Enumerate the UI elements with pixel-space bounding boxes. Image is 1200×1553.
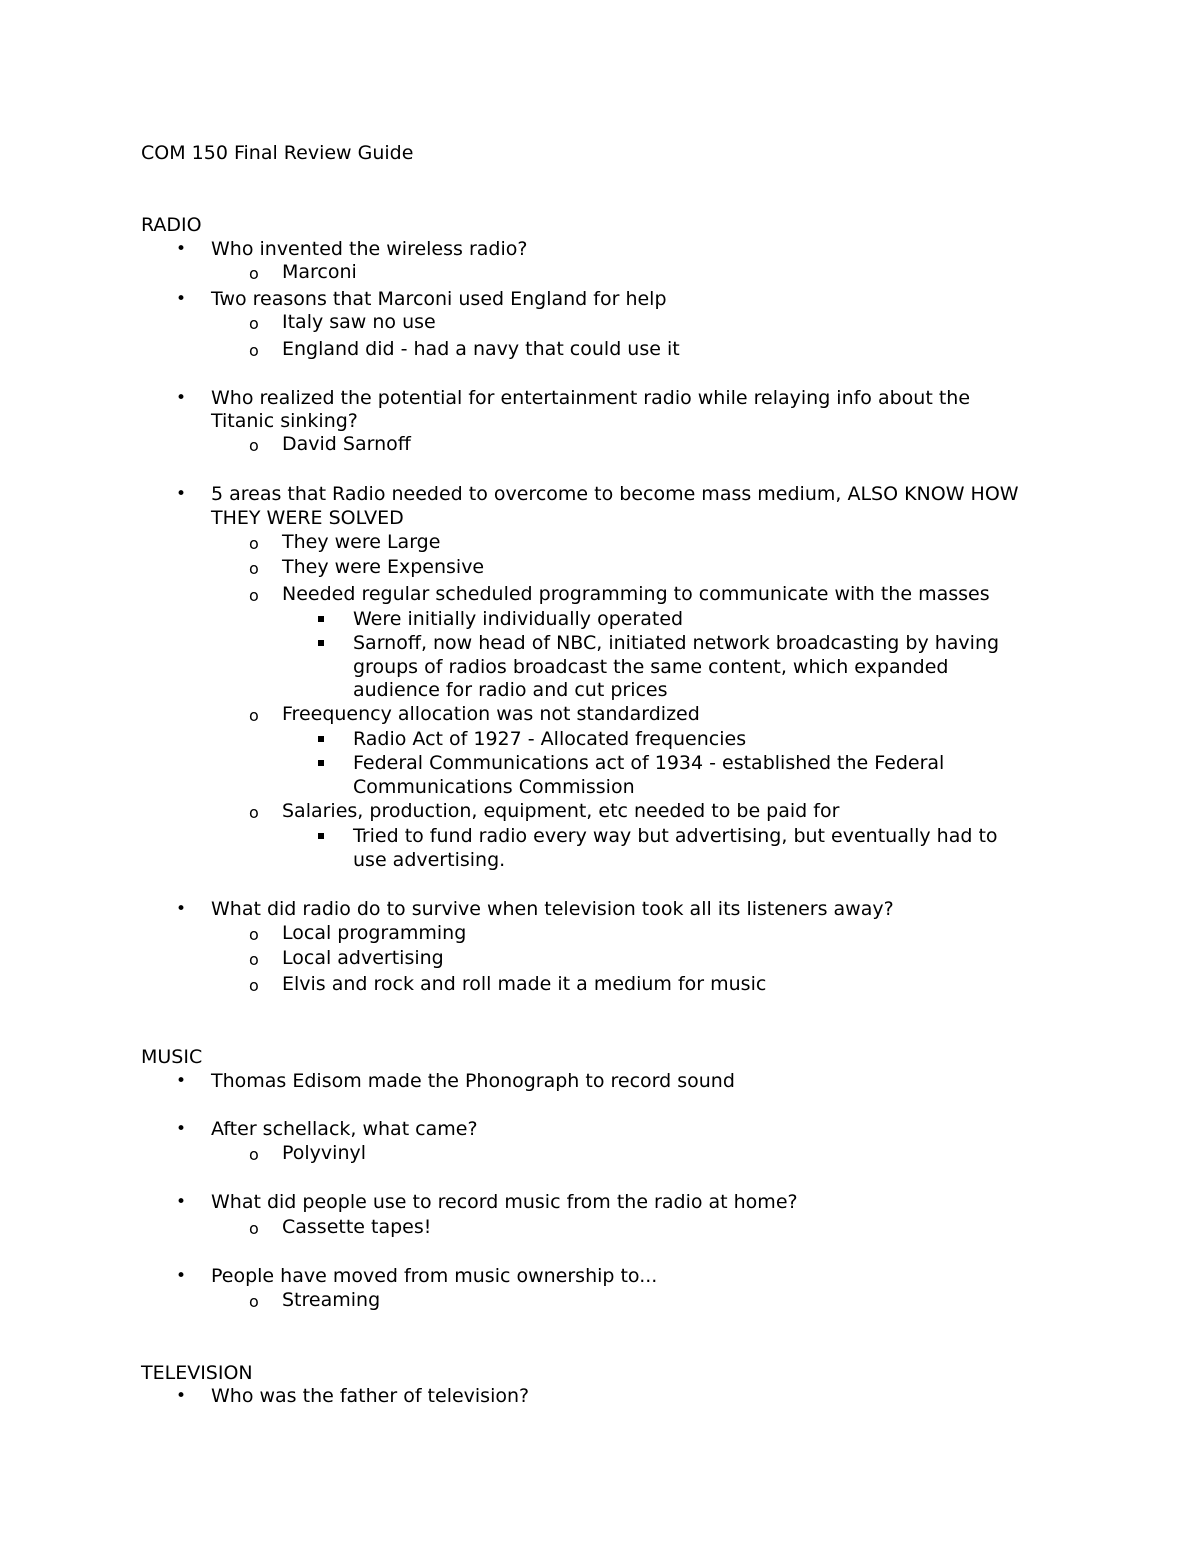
radio-answer-2b: England did - had a navy that could use it: [282, 338, 680, 360]
square-bullet-marker: [318, 640, 324, 646]
radio-answer-5c: Elvis and rock and roll made it a medium for music: [282, 973, 767, 995]
radio-answer-4d-detail-2-line2: Communications Commission: [353, 776, 635, 798]
sub-bullet-marker: o: [249, 1292, 259, 1311]
radio-question-5: What did radio do to survive when television took all its listeners away?: [211, 898, 894, 920]
bullet-marker: •: [176, 388, 187, 408]
radio-question-1: Who invented the wireless radio?: [211, 238, 528, 260]
television-question-1: Who was the father of television?: [211, 1385, 530, 1407]
sub-bullet-marker: o: [249, 534, 259, 553]
radio-question-4-line1: 5 areas that Radio needed to overcome to become mass medium, ALSO KNOW HOW: [211, 483, 1019, 505]
square-bullet-marker: [318, 760, 324, 766]
bullet-marker: •: [176, 1266, 187, 1286]
music-question-3: What did people use to record music from the radio at home?: [211, 1191, 798, 1213]
square-bullet-marker: [318, 833, 324, 839]
bullet-marker: •: [176, 1386, 187, 1406]
sub-bullet-marker: o: [249, 925, 259, 944]
radio-question-3-line2: Titanic sinking?: [211, 410, 358, 432]
sub-bullet-marker: o: [249, 559, 259, 578]
music-answer-3: Cassette tapes!: [282, 1216, 432, 1238]
radio-question-3-line1: Who realized the potential for entertainment radio while relaying info about the: [211, 387, 971, 409]
radio-question-2: Two reasons that Marconi used England for help: [211, 288, 667, 310]
radio-answer-4a: They were Large: [282, 531, 441, 553]
radio-answer-4c-detail-2-line2: groups of radios broadcast the same content, which expanded: [353, 656, 949, 678]
sub-bullet-marker: o: [249, 803, 259, 822]
music-answer-4: Streaming: [282, 1289, 381, 1311]
bullet-marker: •: [176, 1071, 187, 1091]
radio-answer-4c-detail-1: Were initially individually operated: [353, 608, 684, 630]
radio-answer-2a: Italy saw no use: [282, 311, 436, 333]
bullet-marker: •: [176, 1119, 187, 1139]
radio-answer-4d: Freequency allocation was not standardized: [282, 703, 700, 725]
sub-bullet-marker: o: [249, 1219, 259, 1238]
radio-answer-5b: Local advertising: [282, 947, 444, 969]
sub-bullet-marker: o: [249, 950, 259, 969]
sub-bullet-marker: o: [249, 264, 259, 283]
section-heading-radio: RADIO: [141, 214, 202, 236]
radio-answer-1: Marconi: [282, 261, 357, 283]
music-answer-2: Polyvinyl: [282, 1142, 367, 1164]
sub-bullet-marker: o: [249, 586, 259, 605]
radio-answer-4d-detail-1: Radio Act of 1927 - Allocated frequencies: [353, 728, 747, 750]
radio-answer-4d-detail-2-line1: Federal Communications act of 1934 - established the Federal: [353, 752, 945, 774]
radio-answer-3: David Sarnoff: [282, 433, 411, 455]
radio-answer-4e-detail-1-line1: Tried to fund radio every way but advertising, but eventually had to: [353, 825, 998, 847]
radio-answer-4e: Salaries, production, equipment, etc needed to be paid for: [282, 800, 840, 822]
square-bullet-marker: [318, 616, 324, 622]
radio-question-4-line2: THEY WERE SOLVED: [211, 507, 404, 529]
radio-answer-4e-detail-1-line2: use advertising.: [353, 849, 506, 871]
section-heading-music: MUSIC: [141, 1046, 203, 1068]
radio-answer-4c-detail-2-line3: audience for radio and cut prices: [353, 679, 668, 701]
sub-bullet-marker: o: [249, 1145, 259, 1164]
radio-answer-4b: They were Expensive: [282, 556, 485, 578]
sub-bullet-marker: o: [249, 706, 259, 725]
bullet-marker: •: [176, 1192, 187, 1212]
music-question-1: Thomas Edisom made the Phonograph to record sound: [211, 1070, 735, 1092]
bullet-marker: •: [176, 239, 187, 259]
music-question-2: After schellack, what came?: [211, 1118, 478, 1140]
music-question-4: People have moved from music ownership to...: [211, 1265, 658, 1287]
bullet-marker: •: [176, 289, 187, 309]
sub-bullet-marker: o: [249, 976, 259, 995]
bullet-marker: •: [176, 899, 187, 919]
square-bullet-marker: [318, 736, 324, 742]
radio-answer-4c-detail-2-line1: Sarnoff, now head of NBC, initiated network broadcasting by having: [353, 632, 1000, 654]
sub-bullet-marker: o: [249, 436, 259, 455]
bullet-marker: •: [176, 484, 187, 504]
sub-bullet-marker: o: [249, 314, 259, 333]
sub-bullet-marker: o: [249, 341, 259, 360]
section-heading-television: TELEVISION: [141, 1362, 253, 1384]
radio-answer-5a: Local programming: [282, 922, 467, 944]
document-title: COM 150 Final Review Guide: [141, 142, 414, 164]
radio-answer-4c: Needed regular scheduled programming to communicate with the masses: [282, 583, 990, 605]
